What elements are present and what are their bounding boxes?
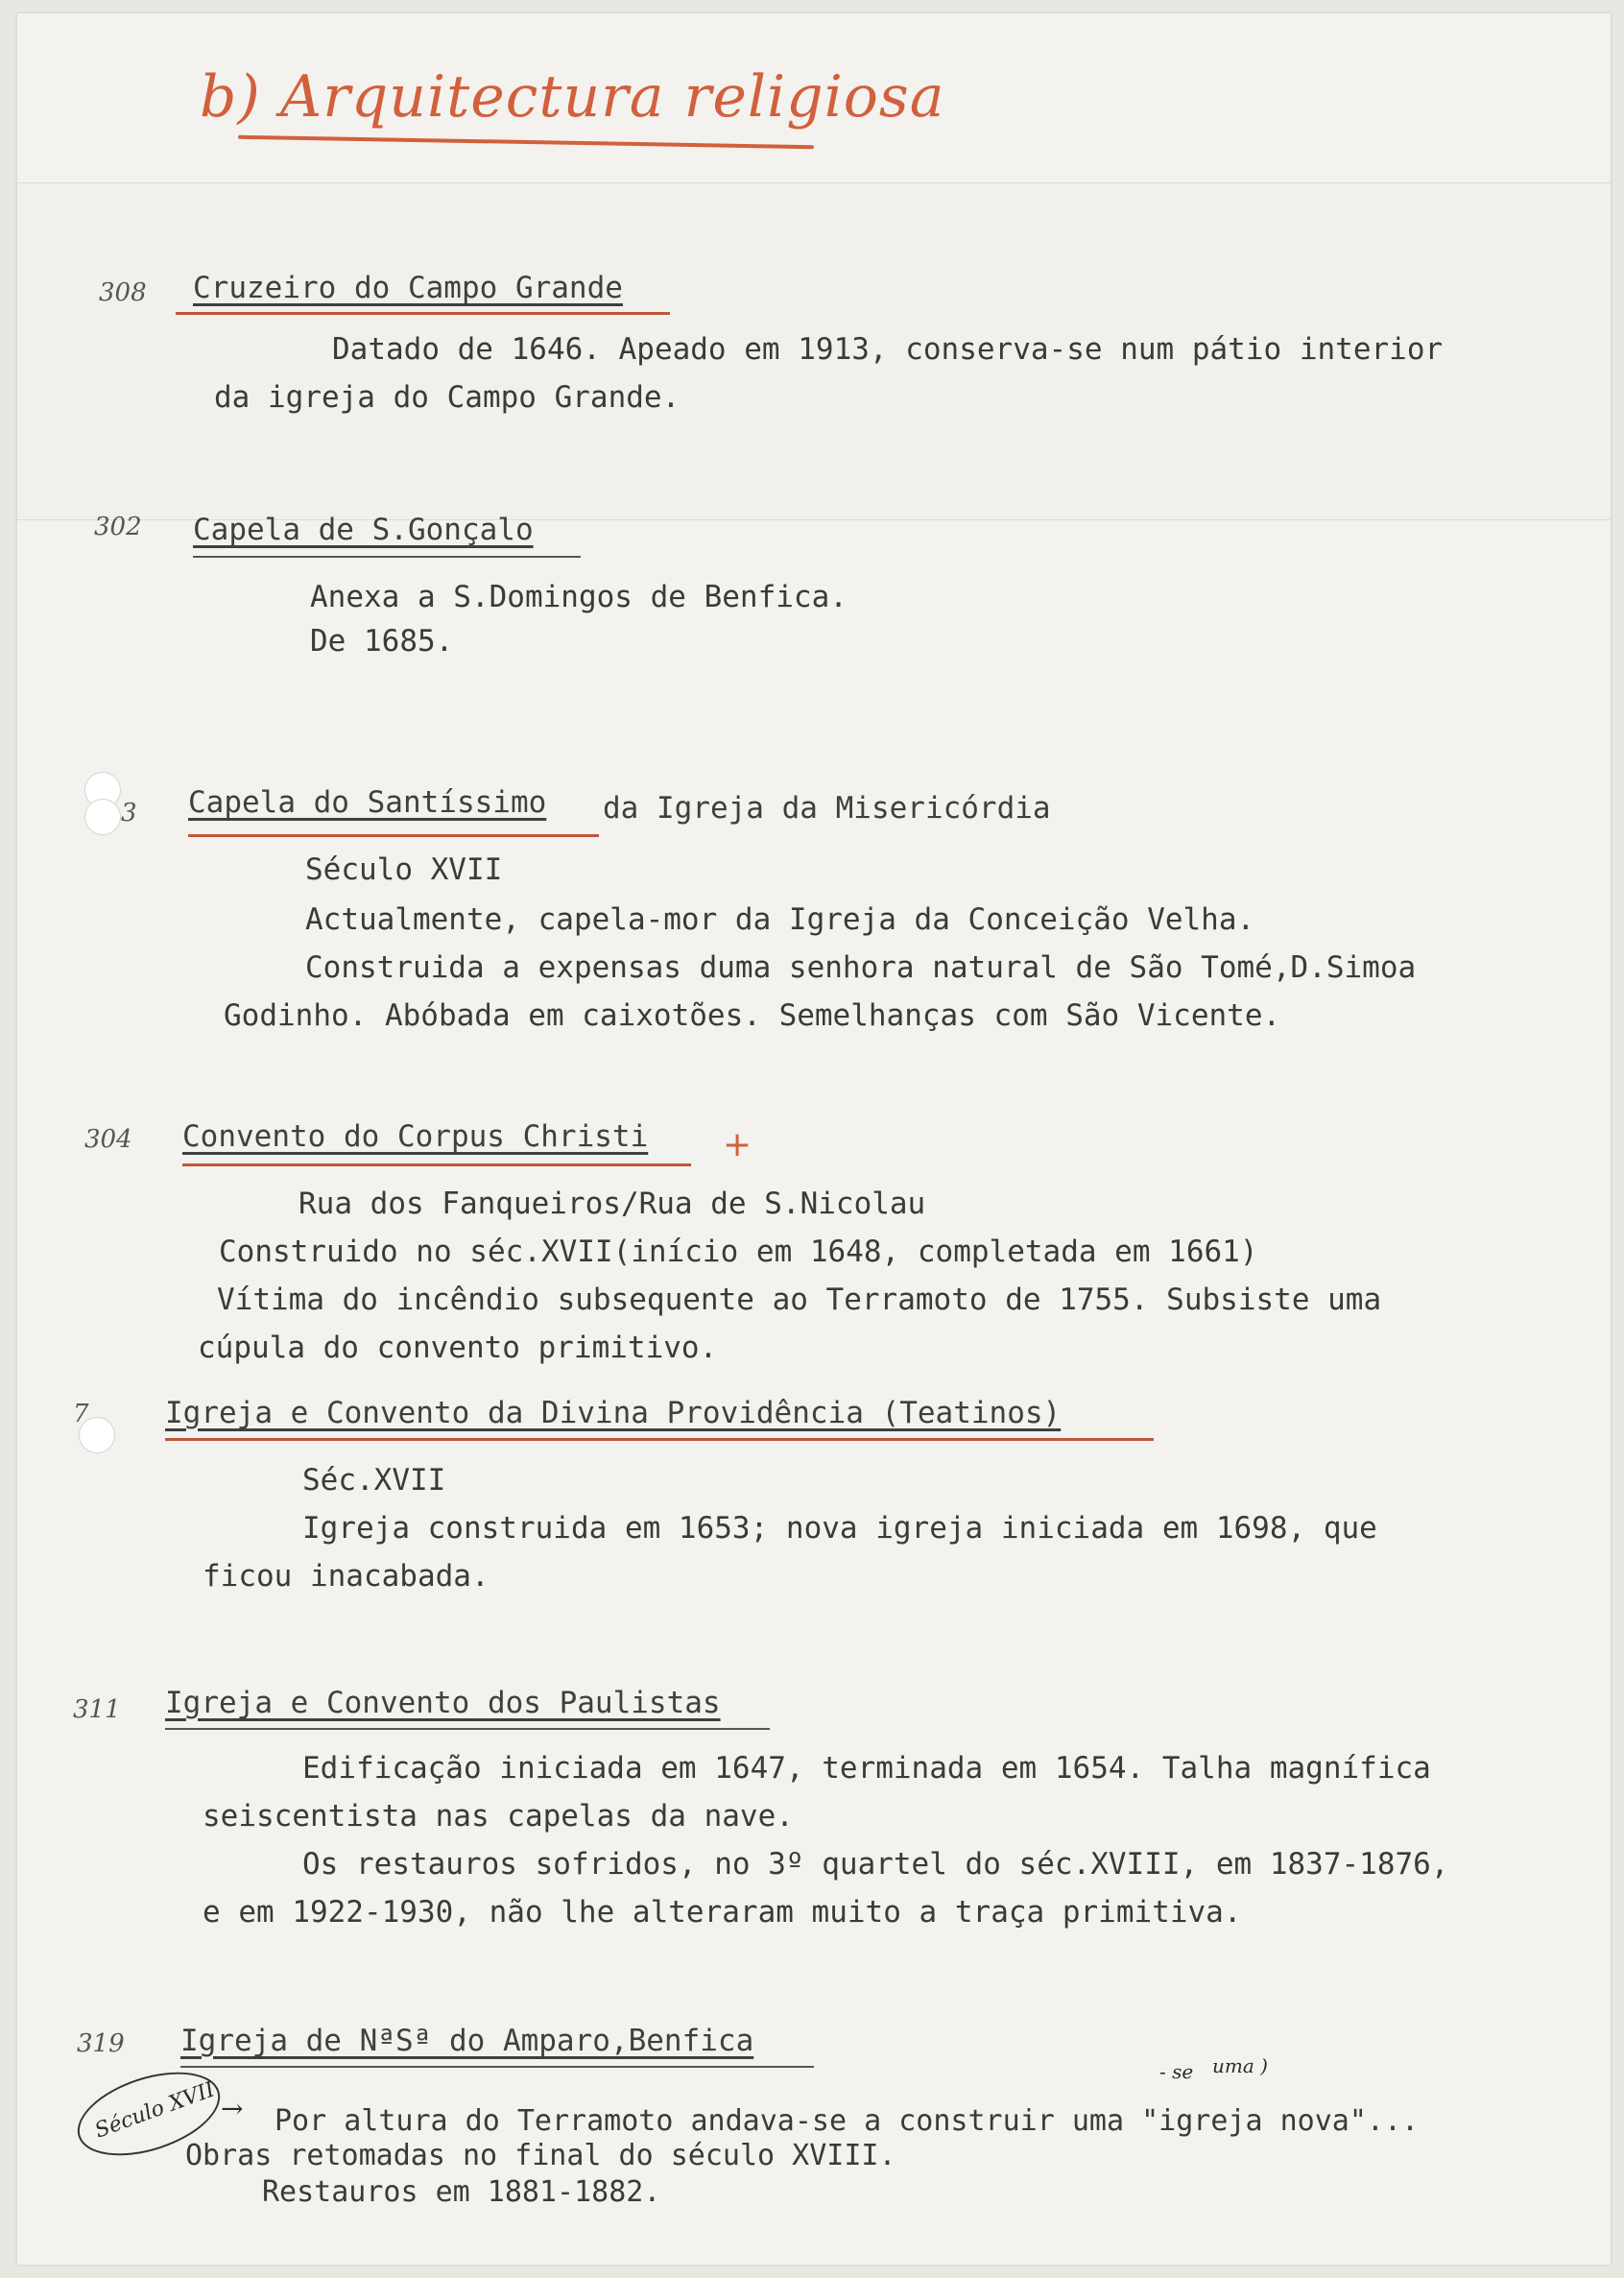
entry-text-line: Datado de 1646. Apeado em 1913, conserva-se num pátio interior [332, 332, 1444, 367]
entry-text-line: e em 1922-1930, não lhe alteraram muito a traça primitiva. [203, 1895, 1242, 1930]
red-plus-mark: + [723, 1125, 752, 1164]
entry-text-line: ficou inacabada. [203, 1559, 490, 1594]
entry-text-line: Os restauros sofridos, no 3º quartel do séc.XVIII, em 1837-1876, [302, 1847, 1449, 1882]
entry-title: Convento do Corpus Christi [182, 1119, 649, 1154]
entry-text-line: Construido no séc.XVII(início em 1648, completada em 1661) [219, 1235, 1258, 1269]
entry-text-line: Edificação iniciada em 1647, terminada em 1654. Talha magnífica [302, 1751, 1431, 1786]
entry-text-line: Godinho. Abóbada em caixotões. Semelhanças com São Vicente. [224, 998, 1281, 1033]
entry-text-line: De 1685. [310, 624, 454, 659]
handwritten-insert: - se [1159, 2060, 1194, 2083]
underline [165, 1728, 770, 1730]
catalog-number: 3 [121, 799, 137, 827]
entry-title-rest: da Igreja da Misericórdia [603, 791, 1051, 826]
catalog-number: 311 [73, 1695, 121, 1724]
entry-text-line: Séc.XVII [302, 1463, 446, 1498]
red-underline [188, 834, 599, 837]
entry-text-line: Construida a expensas duma senhora natural de São Tomé,D.Simoa [305, 950, 1417, 985]
entry-text-line: seiscentista nas capelas da nave. [203, 1799, 794, 1834]
entry-text-line: Vítima do incêndio subsequente ao Terramoto de 1755. Subsiste uma [217, 1283, 1382, 1317]
entry-title: Capela do Santíssimo [188, 785, 547, 820]
entry-title: Cruzeiro do Campo Grande [193, 271, 623, 305]
entry-text-line: cúpula do convento primitivo. [198, 1331, 718, 1365]
entry-text-line: Igreja construida em 1653; nova igreja iniciada em 1698, que [302, 1511, 1377, 1546]
underline [193, 556, 581, 558]
entry-title: Igreja de NªSª do Amparo,Benfica [180, 2024, 754, 2058]
red-underline [182, 1163, 691, 1166]
heading-underline [238, 135, 814, 149]
entry-title: Igreja e Convento da Divina Providência (Teatinos) [165, 1396, 1062, 1430]
entry-text-line: Anexa a S.Domingos de Benfica. [310, 580, 848, 614]
document-page [17, 13, 1611, 2265]
catalog-number: 304 [84, 1125, 132, 1154]
entry-title: Capela de S.Gonçalo [193, 513, 534, 547]
entry-text-line: Restauros em 1881-1882. [262, 2175, 661, 2209]
entry-text-line: Por altura do Terramoto andava-se a construir uma "igreja nova"... [275, 2104, 1420, 2138]
section-heading: b) Arquitectura religiosa [200, 63, 945, 131]
handwritten-insert: uma ) [1212, 2054, 1268, 2077]
red-underline [176, 312, 670, 315]
entry-text-line: da igreja do Campo Grande. [214, 380, 681, 415]
arrow-icon: → [221, 2093, 244, 2124]
underline [180, 2066, 814, 2068]
catalog-number: 302 [94, 513, 142, 541]
catalog-number: 308 [99, 278, 147, 307]
catalog-number: 319 [77, 2029, 125, 2058]
entry-text-line: Obras retomadas no final do século XVIII. [185, 2139, 896, 2172]
entry-text-line: Actualmente, capela-mor da Igreja da Conceição Velha. [305, 902, 1255, 937]
entry-text-line: Século XVII [305, 852, 503, 887]
punch-hole [84, 799, 121, 835]
catalog-number: 7 [73, 1400, 89, 1428]
red-underline [165, 1438, 1154, 1441]
handwritten-margin-note: Século XVII [91, 2077, 219, 2144]
entry-title: Igreja e Convento dos Paulistas [165, 1686, 721, 1720]
entry-text-line: Rua dos Fanqueiros/Rua de S.Nicolau [299, 1187, 926, 1221]
